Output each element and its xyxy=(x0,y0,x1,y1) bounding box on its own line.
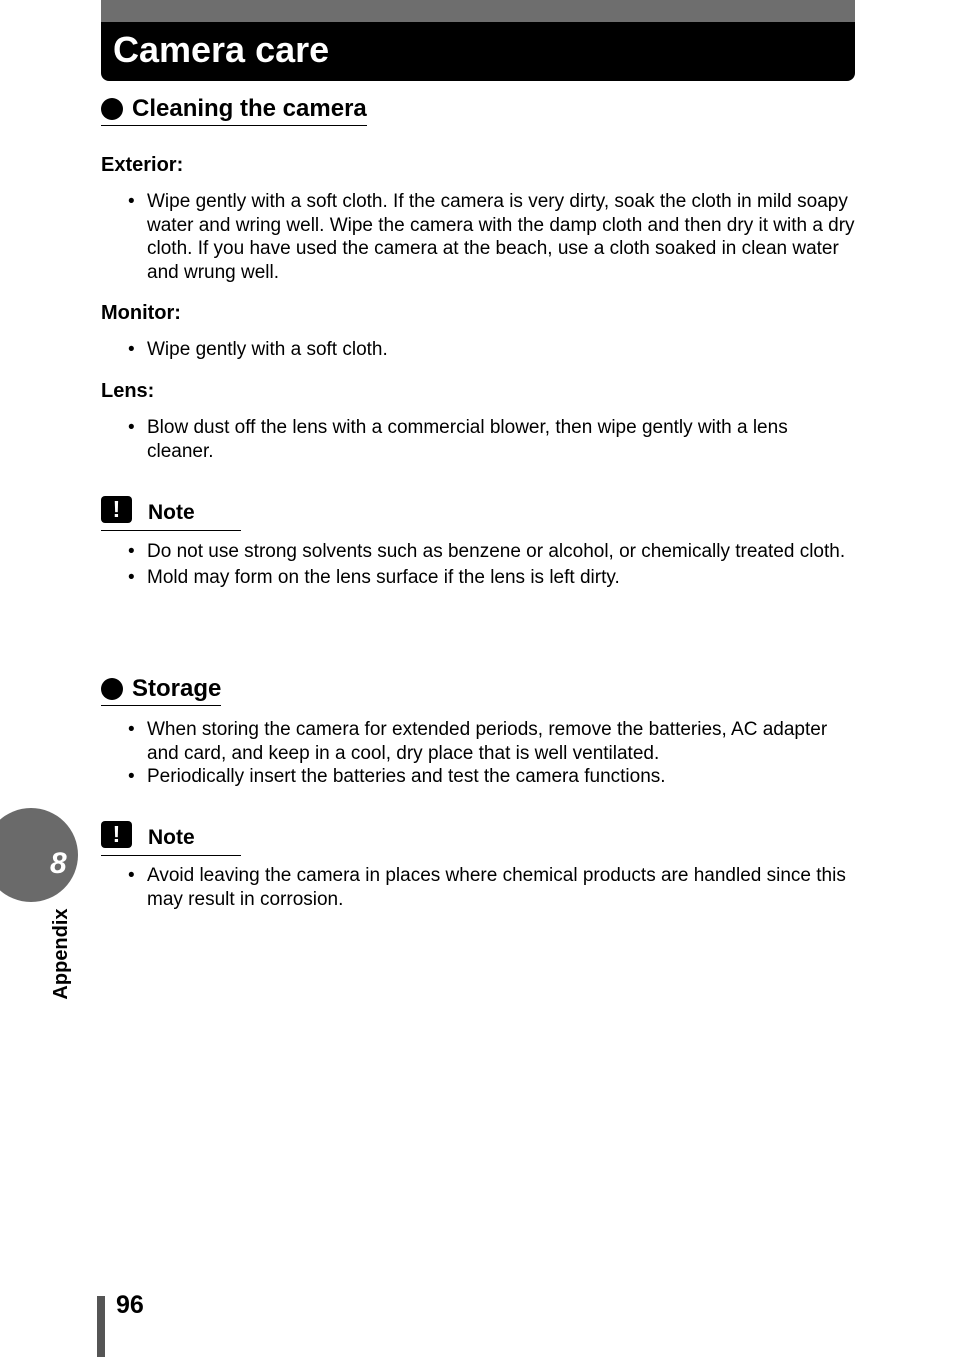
exclamation-icon: ! xyxy=(101,496,132,523)
list-item: • Mold may form on the lens surface if the lens is left dirty. xyxy=(101,566,856,590)
bullet-circle-icon xyxy=(101,678,123,700)
page-title: Camera care xyxy=(113,29,330,70)
exclamation-icon: ! xyxy=(101,821,132,848)
list-item: • Blow dust off the lens with a commercial blower, then wipe gently with a lens cleaner. xyxy=(101,416,856,463)
list-item: • Periodically insert the batteries and test the camera functions. xyxy=(101,765,856,789)
note-heading xyxy=(101,821,241,856)
subheading-exterior: Exterior: xyxy=(101,154,184,176)
section-heading-text: Storage xyxy=(132,675,222,702)
title-bar xyxy=(101,0,855,81)
note-list-storage xyxy=(101,864,856,911)
exterior-list xyxy=(101,190,856,284)
title-top-strip xyxy=(101,0,855,22)
page-number-bar xyxy=(97,1296,105,1357)
storage-list xyxy=(101,718,856,789)
note-heading xyxy=(101,496,241,531)
chapter-label: Appendix xyxy=(50,908,72,1000)
subheading-monitor: Monitor: xyxy=(101,302,181,324)
bullet-circle-icon xyxy=(101,98,123,120)
section-heading-storage xyxy=(101,674,221,706)
note-label: Note xyxy=(148,501,195,524)
list-item: • Do not use strong solvents such as benzene or alcohol, or chemically treated cloth. xyxy=(101,540,856,564)
subheading-lens: Lens: xyxy=(101,380,155,402)
monitor-list xyxy=(101,338,856,362)
section-heading-cleaning xyxy=(101,94,367,126)
list-item: • When storing the camera for extended periods, remove the batteries, AC adapter and card, and keep in a cool, dry place that is well ventilated. xyxy=(101,718,856,765)
section-heading-text: Cleaning the camera xyxy=(132,95,367,122)
note-label: Note xyxy=(148,826,195,849)
list-item: • Avoid leaving the camera in places where chemical products are handled since this may result in corrosion. xyxy=(101,864,856,911)
page-number: 96 xyxy=(116,1291,144,1319)
note-list-cleaning xyxy=(101,540,856,589)
list-item: • Wipe gently with a soft cloth. If the camera is very dirty, soak the cloth in mild soapy water and wring well. Wipe the camera with the damp cloth and then dry it with a dry cloth. If you have used the camera at the beach, use a cloth soaked in clean water and wrung well. xyxy=(101,190,856,284)
lens-list xyxy=(101,416,856,463)
list-item: • Wipe gently with a soft cloth. xyxy=(101,338,856,362)
chapter-number: 8 xyxy=(50,847,67,880)
